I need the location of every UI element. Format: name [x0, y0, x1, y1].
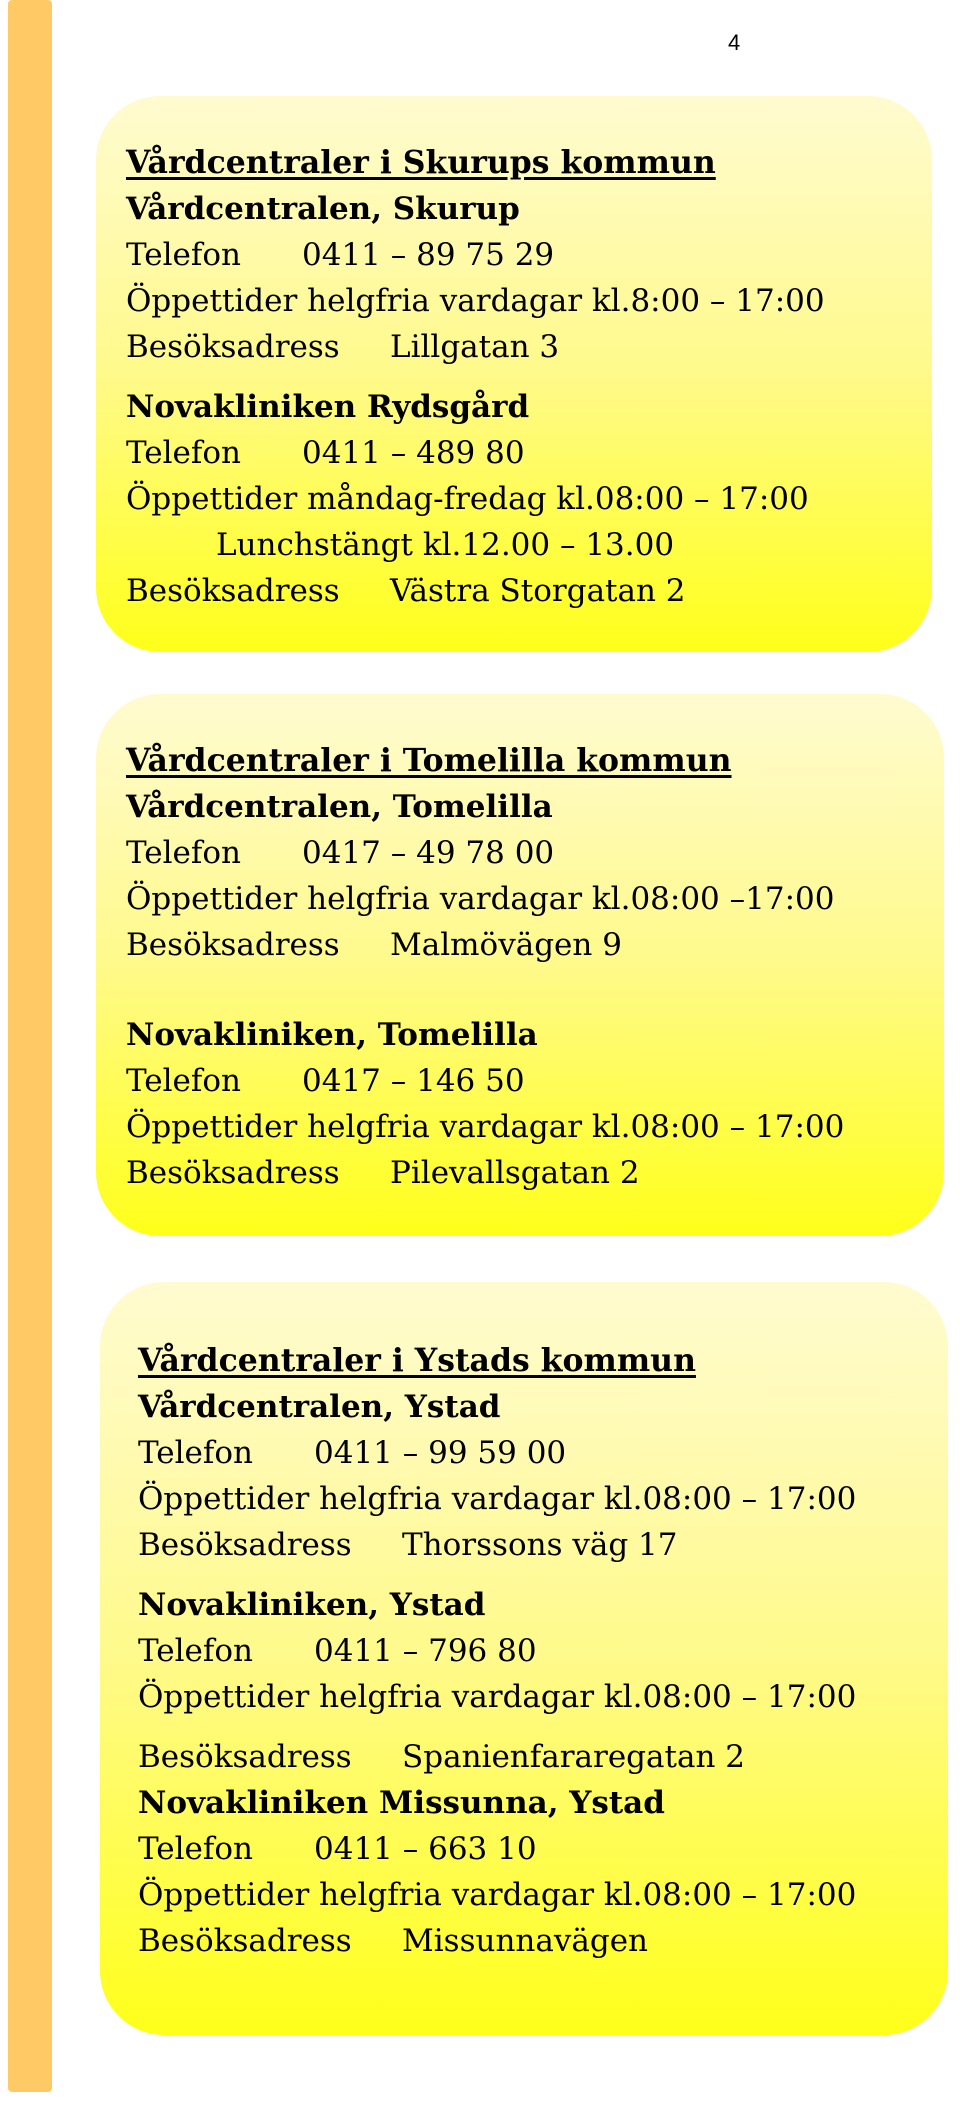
clinic-phone-row: [126, 1058, 944, 1104]
address-label: Besöksadress: [138, 1923, 352, 1959]
phone-number: 0411 – 489 80: [302, 435, 525, 471]
clinic-name: Novakliniken Missunna, Ystad: [138, 1785, 665, 1821]
clinic-name: Novakliniken, Tomelilla: [126, 1017, 538, 1053]
phone-label: Telefon: [126, 435, 241, 471]
clinic-address-row: [126, 1150, 944, 1196]
section-heading: Vårdcentraler i Tomelilla kommun: [126, 742, 732, 779]
clinic-hours: Öppettider helgfria vardagar kl.08:00 – 17:00: [126, 1109, 845, 1145]
clinic-name: Vårdcentralen, Tomelilla: [126, 789, 553, 825]
clinic-name: Novakliniken Rydsgård: [126, 389, 530, 425]
phone-number: 0411 – 99 59 00: [314, 1435, 567, 1471]
clinic-lunch-closed: Lunchstängt kl.12.00 – 13.00: [216, 527, 675, 563]
address-label: Besöksadress: [126, 927, 340, 963]
address-label: Besöksadress: [126, 573, 340, 609]
clinic-hours: Öppettider helgfria vardagar kl.08:00 – 17:00: [138, 1877, 857, 1913]
clinic-address-row: [138, 1522, 948, 1568]
clinic-name: Vårdcentralen, Ystad: [138, 1389, 501, 1425]
phone-number: 0411 – 663 10: [314, 1831, 537, 1867]
clinic-hours: Öppettider helgfria vardagar kl.08:00 – 17:00: [138, 1481, 857, 1517]
phone-label: Telefon: [126, 1063, 241, 1099]
address-value: Missunnavägen: [402, 1923, 649, 1959]
phone-label: Telefon: [126, 237, 241, 273]
clinic-phone-row: [126, 430, 932, 476]
section-heading: Vårdcentraler i Skurups kommun: [126, 144, 716, 181]
phone-label: Telefon: [138, 1435, 253, 1471]
address-value: Pilevallsgatan 2: [390, 1155, 640, 1191]
clinic-phone-row: [138, 1826, 948, 1872]
clinic-address-row: [138, 1734, 948, 1780]
address-label: Besöksadress: [126, 329, 340, 365]
clinic-phone-row: [126, 232, 932, 278]
clinic-hours: Öppettider helgfria vardagar kl.08:00 – 17:00: [138, 1679, 857, 1715]
clinic-hours: Öppettider helgfria vardagar kl.8:00 – 17:00: [126, 283, 825, 319]
phone-number: 0417 – 146 50: [302, 1063, 525, 1099]
phone-number: 0411 – 796 80: [314, 1633, 537, 1669]
phone-number: 0411 – 89 75 29: [302, 237, 555, 273]
clinic-hours: Öppettider måndag-fredag kl.08:00 – 17:00: [126, 481, 809, 517]
clinic-phone-row: [126, 830, 944, 876]
section-tomelilla: [96, 694, 944, 1236]
section-heading: Vårdcentraler i Ystads kommun: [138, 1342, 696, 1379]
clinic-name: Vårdcentralen, Skurup: [126, 191, 520, 227]
address-label: Besöksadress: [138, 1527, 352, 1563]
page-number: 4: [728, 30, 741, 55]
address-value: Thorssons väg 17: [402, 1527, 678, 1563]
address-label: Besöksadress: [126, 1155, 340, 1191]
clinic-address-row: [126, 922, 944, 968]
clinic-address-row: [126, 568, 932, 614]
clinic-address-row: [126, 324, 932, 370]
side-bar: [8, 0, 52, 2092]
clinic-address-row: [138, 1918, 948, 1964]
clinic-phone-row: [138, 1628, 948, 1674]
address-value: Spanienfararegatan 2: [402, 1739, 745, 1775]
address-value: Malmövägen 9: [390, 927, 622, 963]
phone-label: Telefon: [138, 1831, 253, 1867]
phone-label: Telefon: [126, 835, 241, 871]
address-value: Västra Storgatan 2: [390, 573, 686, 609]
phone-number: 0417 – 49 78 00: [302, 835, 555, 871]
clinic-phone-row: [138, 1430, 948, 1476]
clinic-name: Novakliniken, Ystad: [138, 1587, 486, 1623]
section-skurup: [96, 96, 932, 652]
address-value: Lillgatan 3: [390, 329, 560, 365]
clinic-hours: Öppettider helgfria vardagar kl.08:00 –17:00: [126, 881, 835, 917]
phone-label: Telefon: [138, 1633, 253, 1669]
section-ystad: [100, 1282, 948, 2035]
address-label: Besöksadress: [138, 1739, 352, 1775]
